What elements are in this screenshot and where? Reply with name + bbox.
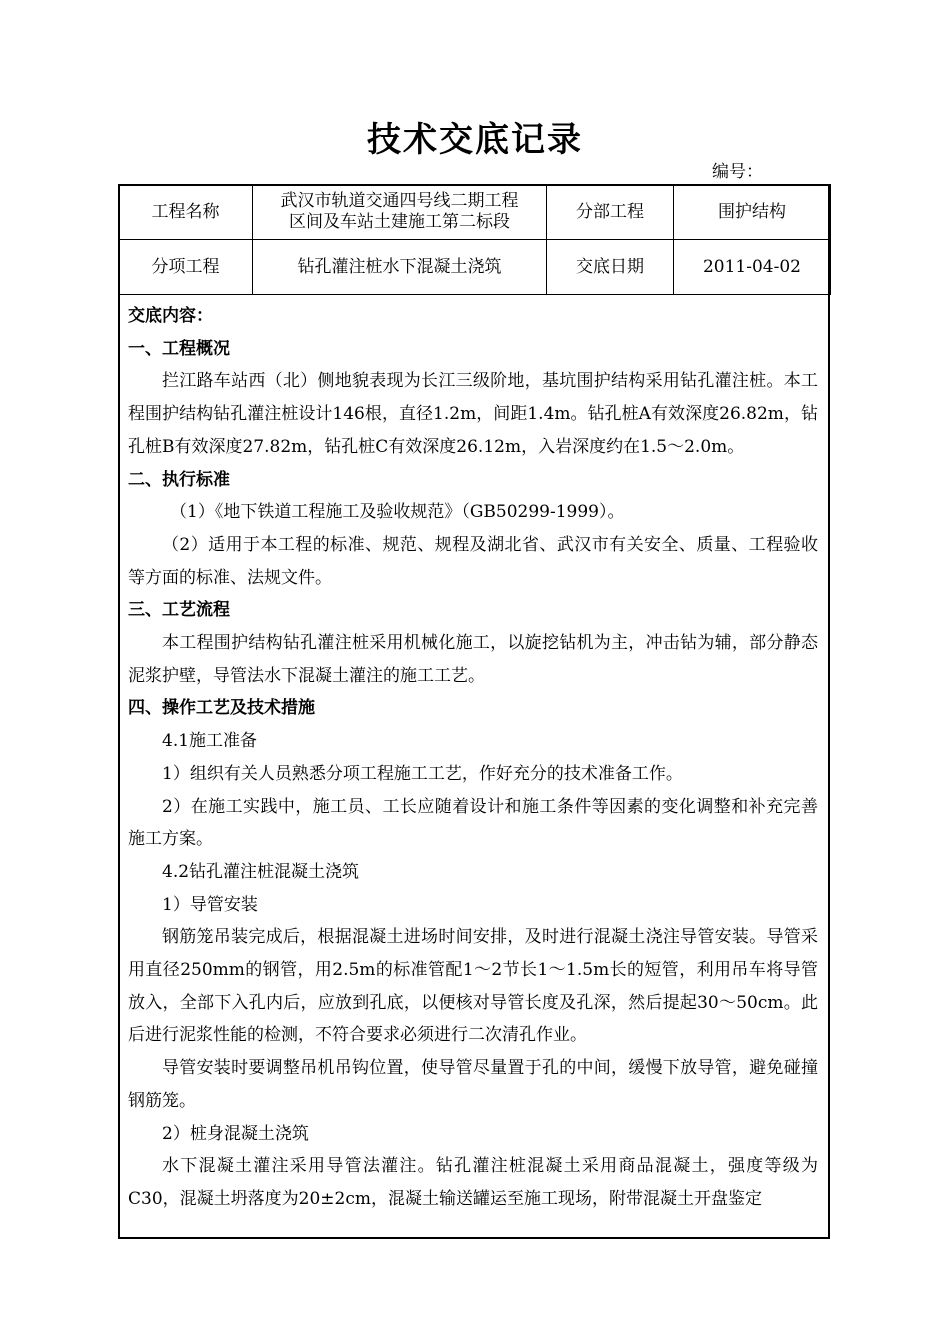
header-row-project	[119, 185, 831, 240]
section-2-item-1: （1）《地下铁道工程施工及验收规范》（GB50299-1999）。	[170, 502, 625, 523]
subsection-4-2-1-title: 1）导管安装	[162, 894, 258, 915]
project-name-line2: 区间及车站土建施工第二标段	[289, 212, 510, 232]
division-label: 分部工程	[547, 185, 674, 240]
subitem-label: 分项工程	[119, 240, 253, 295]
section-2-item-2: （2）适用于本工程的标准、规范、规程及湖北省、武汉市有关安全、质量、工程验收等方面的标准、法规文件。	[128, 534, 818, 588]
division-value: 围护结构	[674, 185, 831, 240]
subsection-4-2-2-title: 2）桩身混凝土浇筑	[162, 1123, 309, 1144]
project-name-value	[253, 185, 547, 240]
header-table	[118, 184, 831, 295]
content-body	[120, 296, 826, 1216]
subsection-4-2-title: 4.2钻孔灌注桩混凝土浇筑	[162, 861, 360, 882]
subsection-4-1-title: 4.1施工准备	[162, 731, 258, 752]
header-row-subitem	[119, 240, 831, 295]
content-intro: 交底内容：	[128, 306, 213, 326]
content-box	[120, 296, 826, 1235]
date-label: 交底日期	[547, 240, 674, 295]
section-4-title: 四、操作工艺及技术措施	[128, 698, 315, 719]
section-1-title: 一、工程概况	[128, 338, 230, 359]
subsection-4-2-1-paragraph-1: 钢筋笼吊装完成后，根据混凝土进场时间安排，及时进行混凝土浇注导管安装。导管采用直径250mm的钢管，用2.5m的标准管配1～2节长1～1.5m长的短管，利用吊车将导管放入，全部下入孔内后，应放到孔底，以便核对导管长度及孔深，然后提起30～50cm。此后进行泥浆性能的检测，不符合要求必须进行二次清孔作业。	[128, 927, 818, 1046]
subsection-4-2-2-paragraph-1: 水下混凝土灌注采用导管法灌注。钻孔灌注桩混凝土采用商品混凝土，强度等级为C30，混凝土坍落度为20±2cm，混凝土输送罐运至施工现场，附带混凝土开盘鉴定	[128, 1156, 818, 1209]
section-2-title: 二、执行标准	[128, 469, 230, 490]
date-value: 2011-04-02	[674, 240, 831, 295]
section-1-paragraph: 拦江路车站西（北）侧地貌表现为长江三级阶地，基坑围护结构采用钻孔灌注桩。本工程围护结构钻孔灌注桩设计146根，直径1.2m，间距1.4m。钻孔桩A有效深度26.82m，钻孔桩B有效深度27.82m，钻孔桩C有效深度26.12m，入岩深度约在1.5～2.0m。	[128, 371, 818, 457]
subsection-4-1-item-2: 2）在施工实践中，施工员、工长应随着设计和施工条件等因素的变化调整和补充完善施工方案。	[128, 796, 818, 850]
subsection-4-1-item-1: 1）组织有关人员熟悉分项工程施工工艺，作好充分的技术准备工作。	[162, 763, 683, 784]
project-name-label: 工程名称	[119, 185, 253, 240]
document-number-label: 编号：	[712, 162, 763, 182]
section-3-title: 三、工艺流程	[128, 600, 230, 621]
subsection-4-2-1-paragraph-2: 导管安装时要调整吊机吊钩位置，使导管尽量置于孔的中间，缓慢下放导管，避免碰撞钢筋笼。	[128, 1058, 818, 1111]
document-title: 技术交底记录	[367, 120, 583, 160]
section-3-paragraph: 本工程围护结构钻孔灌注桩采用机械化施工，以旋挖钻机为主，冲击钻为辅，部分静态泥浆护壁，导管法水下混凝土灌注的施工工艺。	[128, 633, 818, 686]
project-name-line1: 武汉市轨道交通四号线二期工程	[280, 191, 519, 211]
subitem-value: 钻孔灌注桩水下混凝土浇筑	[253, 240, 547, 295]
